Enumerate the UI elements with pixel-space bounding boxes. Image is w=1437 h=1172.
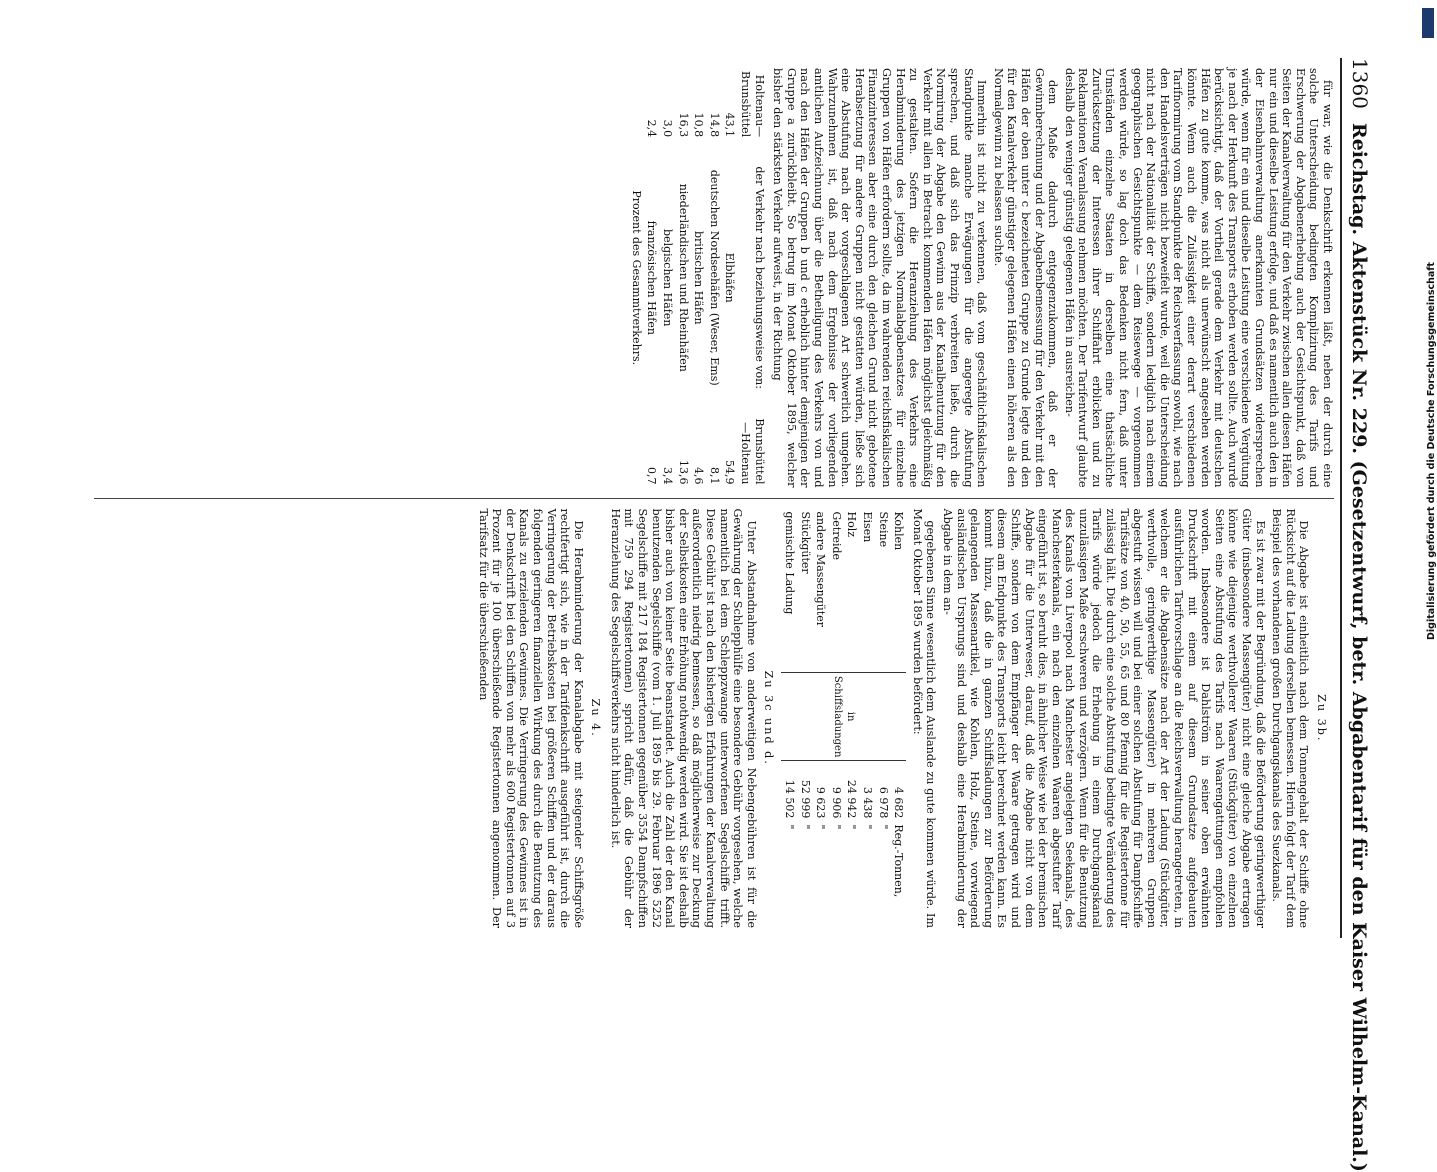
cargo-unit: " [798, 824, 812, 830]
cargo-item: andere Massengüter [814, 511, 828, 627]
paragraph: für war, wie die Denkschrift erkennen läßt, neben der durch eine solche Unterscheidung bedingten Komplizirung des Tarifs und Erschwerung der Abgabenerhebung auch der Gesichtspunkt, daß von Seiten der Kanalverwaltung für den Verkehr zwischen allen diesen Häfen nur ein und dieselbe Leistung erfolge, und daß es namentlich auch den in der Eisenbahnverwaltung anerkannten Grundsätzen widersprechen würde, wenn für ein und dieselbe Leistung eine verschiedene Vergütung je nach der Herkunft des Transports erhoben werden sollte. Auch wurde berücksichtigt, daß der Vortheil gerade dem Verkehr mit deutschen Häfen zu gute komme, was nicht als unerwünscht angesehen werden könnte. Wenn auch die Zulässigkeit einer derart verschiedenen Tarifnormirung vom Standpunkte der Reichsverfassung sowohl, wie nach den Handelsverträgen nicht bezweifelt wurde, weil die Unterscheidung nicht nach der Nationalität der Schiffe, sondern lediglich nach einem geographischen Gesichtspunkte — dem Reisewege — vorgenommen werden würde, so lag doch das Bedenken nicht fern, daß unter Umständen einzelne Staaten in derselben eine thatsächliche Zurücksetzung der Interessen ihrer Schiffahrt erblicken und zu Reklamationen Veranlassung nehmen möchten. Der Tarifentwurf glaubte deshalb den weniger günstig gelegenen Häfen in ausreichen- [1062, 68, 1334, 488]
paragraph: dem Maße dadurch entgegenzukommen, daß er der Gewinnberechnung und der Abgabenbemessung für den Verkehr mit den Häfen der oben unter c bezeichneten Gruppe zu Grunde legte und den für den Kanalverkehr günstiger gelegenen Häfen einen höheren als den Normalgewinn zu belassen suchte. [991, 68, 1060, 488]
value-right: 54,9 [723, 460, 737, 485]
page-title: Reichstag. Aktenstück Nr. 229. (Gesetzentwurf, betr. Abgabentarif für den Kaiser Wilhelm-Kanal.) [1348, 122, 1370, 1172]
cargo-item: Eisen [861, 511, 874, 543]
value-right: 0,7 [645, 467, 659, 485]
cargo-value: 4 682 [892, 786, 906, 819]
value-left: 2,4 [645, 119, 659, 138]
value-right: 8,1 [707, 467, 721, 485]
section-heading-4: Zu 4. [589, 698, 603, 738]
table-row [660, 68, 676, 488]
cargo-unit: " [814, 824, 828, 830]
cargo-item: Steine [876, 511, 890, 548]
ports-header-right: Brunsbüttel—Holtenau [739, 418, 766, 485]
section-heading-3cd: Zu 3c und d. [762, 670, 776, 766]
paragraph: Es ist zwar mit der Begründung, daß die Beförderung geringwerthiger Güter (insbesondere Massengüter) nicht eine gleiche Abgabe ertragen könne wie diejenige werthvollerer Waaren (Stückgüter) von einzelnen Seiten eine Abstufung des Tarifs nach Waarengattungen empfohlen worden. Insbesondere ist Dahlström in seiner oben erwähnten Druckschrift mit einem auf diesem Grundsatze aufgebauten ausführlichen Tarifvorschlage an die Reichsverwaltung herangetreten, in welchem er die Abgabensätze nach der Art der Ladung (Stückgüter, werthvolle, geringwerthige Massengüter) in mehreren Gruppen abgestuft wissen will und bei einer solchen Abstufung für Dampfschiffe Tarifsätze von 40, 50, 55, 65 und 80 Pfennig für die Registertonne für zulässig hält. Die durch eine solche Abstufung bedingte Veränderung des Tarifs würde jedoch die Erhebung in einem Durchgangskanal unzulässigen Maße erschweren und verzögern. Wenn für die Benutzung des Kanals von Liverpool nach Manchester angelegten Seekanals, des Manchesterkanals, ein nach den einzelnen Waaren abgestufter Tarif eingeführt ist, so beruht dies, in ähnlicher Weise wie bei der bremischen Abgabe für die Unterweser, darauf, daß die Abgabe nicht von dem Schiffe, sondern von dem Empfänger der Waare getragen wird und diesem am Endpunkte des Transports leicht berechnet werden kann. Es kommt hinzu, daß die in ganzen Schiffsladungen zur Beförderung gelangenden Massenartikel, wie Kohlen, Holz, Steine, vorwiegend ausländischen Ursprungs sind und deshalb eine Herabminderung der Abgabe in dem an- [940, 508, 1267, 928]
cargo-item: gemischte Ladung [783, 511, 797, 615]
port-group: belgischen Häfen [661, 229, 675, 327]
cargo-value: 3 438 [861, 786, 874, 819]
table-row [891, 509, 907, 928]
cargo-item: Getreide [829, 511, 843, 561]
cargo-item: Holz [845, 511, 859, 538]
cargo-value: 52 999 [798, 779, 812, 819]
column-right [94, 498, 1334, 939]
cargo-value: 9 906 [829, 786, 843, 819]
cargo-unit: " [845, 824, 859, 830]
table-row [675, 68, 691, 488]
ports-header-left: Holtenau—Brunsbüttel [739, 71, 766, 138]
table-row [722, 68, 738, 488]
cargo-value: 9 623 [814, 786, 828, 819]
value-left: 43,1 [723, 112, 737, 138]
value-right: 3,4 [661, 467, 675, 485]
ports-footer: Prozent des Gesammtverkehrs. [629, 190, 643, 366]
digitization-credit: Digitalisierung gefördert durch die Deutsche Forschungsgemeinschaft [1426, 262, 1437, 640]
value-left: 14,8 [707, 112, 721, 138]
port-group: französischen Häfen [645, 220, 659, 335]
value-left: 10,8 [692, 112, 706, 138]
table-row [691, 68, 707, 488]
cargo-unit: " [829, 824, 843, 830]
value-right: 13,6 [676, 460, 690, 485]
ports-traffic-table [628, 68, 766, 488]
cargo-item: Kohlen [892, 511, 906, 551]
section-heading-3b: Zu 3b. [1315, 694, 1328, 743]
page-number: 1360 [1348, 58, 1372, 109]
text-columns [94, 58, 1334, 938]
cargo-value: 14 502 [783, 779, 797, 819]
cargo-brace-label: in Schiffsladungen [781, 672, 906, 761]
cargo-unit: " [876, 824, 890, 830]
cargo-unit: " [861, 824, 874, 830]
page-header [1340, 58, 1372, 1172]
port-group: britischen Häfen [692, 230, 706, 325]
port-group: niederländischen und Rheinhäfen [676, 183, 690, 372]
port-group: Elbhäfen [723, 252, 737, 303]
column-left [94, 58, 1334, 498]
value-right: 4,6 [692, 467, 706, 485]
cargo-value: 24 942 [845, 779, 859, 819]
table-row [644, 68, 660, 488]
cargo-unit: Reg.-Tonnen, [892, 824, 906, 898]
value-left: 16,3 [676, 112, 690, 138]
paragraph: Die Herabminderung der Kanalabgabe mit steigender Schiffsgröße rechtfertigt sich, wie in der Tarifdenkschrift ausgeführt ist, durch die Verringerung der Betriebskosten bei größeren Schiffen und der daraus folgenden geringeren finanziellen Wirkung des durch die Benutzung des Kanals zu erzielenden Gewinnes. Die Verringerung des Gewinnes ist in der Denkschrift bei den Schiffen von mehr als 600 Registertonnen auf 3 Prozent für je 100 überschießende Registertonnen angenommen. Der Tarifsatz für die überschießenden [476, 508, 585, 928]
paragraph: Die Abgabe ist einheitlich nach dem Tonnengehalt der Schiffe ohne Rücksicht auf die Ladung derselben bemessen. Hierin folgt der Tarif dem Beispiel des vorhandenen großen Durchgangskanals des Suezkanals. [1270, 508, 1311, 928]
value-left: 3,0 [661, 119, 675, 138]
cargo-item: Stückgüter [798, 511, 812, 574]
paragraph: Immerhin ist nicht zu verkennen, daß vom geschäftlichfiskalischen Standpunkte manche Erwägungen für die angeregte Abstufung sprechen, und daß sich das Prinzip verbreiten ließe, durch die Normirung der Abgabe den Gewinn aus der Kanalbenutzung für den Verkehr mit allen in Betracht kommenden Häfen möglichst gleichmäßig zu gestalten. Sofern die Heranziehung des Verkehrs eine Herabminderung des jetzigen Normalabgabensatzes für einzelne Gruppen von Häfen erfordern sollte, da im wahrenden reichsfiskalischen Finanzinteressen aber eine durch den gleichen Grund nicht gebotene Herabsetzung für andere Gruppen nicht gestatten würden, ließe sich eine Abstufung nach der vorgeschlagenen Art schwerlich umgehen. Wahrzunehmen ist, daß nach dem Ergebnisse der vorliegenden amtlichen Aufzeichnung über die Betheiligung des Verkehrs von und nach den Häfen der Gruppen b und c erheblich hinter demjenigen der Gruppe a zurückbleibt. So betrug im Monat Oktober 1895, welcher bisher den stärksten Verkehr aufweist, in der Richtung [771, 68, 989, 488]
table-row [706, 68, 722, 488]
paragraph: gegebenen Sinne wesentlich dem Auslande zu gute kommen würde. Im Monat Oktober 1895 wurden befördert: [910, 508, 938, 928]
port-group: deutschen Nordseehäfen (Weser, Ems) [707, 169, 721, 386]
paragraph: Unter Abstandnahme von anderweitigen Nebengebühren ist für die Gewährung der Schlepphülfe eine besondere Gebühr vorgesehen, welche namentlich bei dem Schleppzwange unterworfenen Segelschiffe trifft. Diese Gebühr ist nach den bisherigen Erfahrungen der Kanalverwaltung außerordentlich niedrig bemessen, so daß möglicherweise zur Deckung der Selbstkosten eine Erhöhung nothwendig werden wird. Sie ist deshalb bisher auch von keiner Seite beanstandet. Auch die Zahl der den Kanal benutzenden Segelschiffe (vom 1. Juli 1895 bis 29. Februar 1896 5252 Segelschiffe mit 217 184 Registertonnen gegenüber 3554 Dampfschiffen mit 759 294 Registertonnen) spricht dafür, daß die Gebühr der Heranziehung des Segelschiffsverkehrs nicht hinderlich ist. [608, 508, 758, 928]
cargo-unit: " [783, 824, 797, 830]
cargo-value: 6 978 [876, 786, 890, 819]
cargo-table [781, 509, 906, 929]
ports-subtitle: der Verkehr nach beziehungsweise von: [752, 166, 766, 389]
